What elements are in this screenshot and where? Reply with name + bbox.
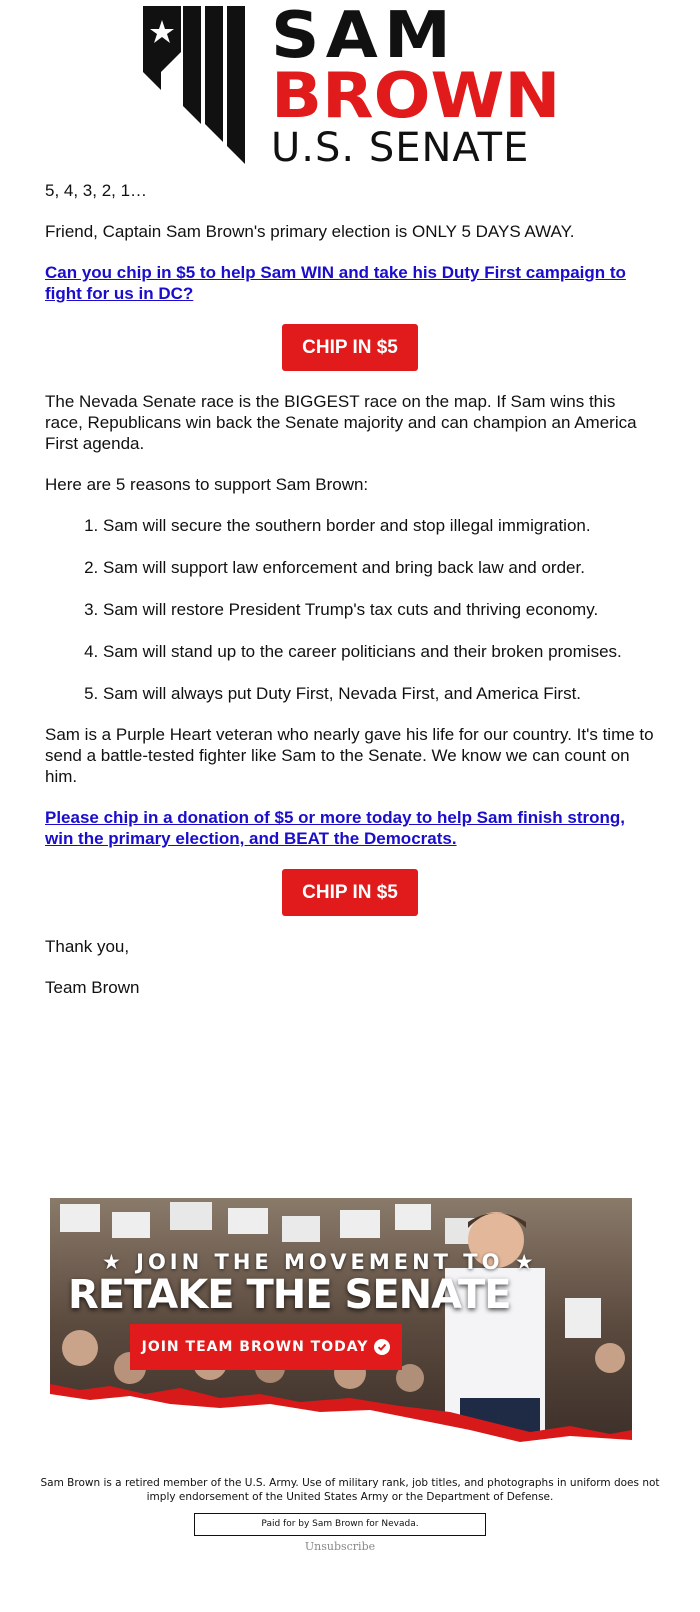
join-team-banner[interactable] [50, 1198, 632, 1450]
banner-headline: RETAKE THE SENATE [68, 1272, 511, 1318]
donate-link-primary[interactable]: Can you chip in $5 to help Sam WIN and take his Duty First campaign to fight for us in DC? [45, 263, 626, 303]
unsubscribe-link[interactable]: Unsubscribe [304, 1540, 376, 1553]
logo-brown-text: BROWN [271, 59, 561, 132]
join-team-button[interactable] [130, 1324, 402, 1370]
veteran-paragraph: Sam is a Purple Heart veteran who nearly gave his life for our country. It's time to send a battle-tested fighter like Sam to the Senate. We know we can count on him. [45, 725, 654, 786]
flag-bars-logo-icon [143, 6, 253, 164]
signoff-team: Team Brown [45, 978, 140, 997]
intro-text: Friend, Captain Sam Brown's primary election is ONLY 5 DAYS AWAY. [45, 222, 575, 241]
logo-sam-text: SAM [271, 0, 458, 73]
reasons-list [45, 515, 655, 704]
paid-for-by-box: Paid for by Sam Brown for Nevada. [194, 1513, 486, 1536]
list-item: 1. Sam will secure the southern border and stop illegal immigration. [103, 515, 655, 536]
banner-kicker: ★ JOIN THE MOVEMENT TO ★ [102, 1250, 538, 1274]
check-circle-icon [374, 1339, 390, 1355]
donate-link-secondary[interactable]: Please chip in a donation of $5 or more today to help Sam finish strong, win the primary election, and BEAT the Democrats. [45, 808, 625, 848]
chip-in-button-1[interactable]: CHIP IN $5 [282, 324, 418, 371]
logo-senate-text: U.S. SENATE [271, 125, 530, 171]
countdown-text: 5, 4, 3, 2, 1… [45, 181, 148, 200]
list-item: 4. Sam will stand up to the career politicians and their broken promises. [103, 641, 655, 662]
email-body [45, 180, 655, 1018]
reasons-intro: Here are 5 reasons to support Sam Brown: [45, 475, 369, 494]
signoff-thanks: Thank you, [45, 937, 130, 956]
list-item: 2. Sam will support law enforcement and bring back law and order. [103, 557, 655, 578]
campaign-logo [143, 0, 561, 171]
list-item: 3. Sam will restore President Trump's tax cuts and thriving economy. [103, 599, 655, 620]
chip-in-button-2[interactable]: CHIP IN $5 [282, 869, 418, 916]
list-item: 5. Sam will always put Duty First, Nevada First, and America First. [103, 683, 655, 704]
join-team-button-label: JOIN TEAM BROWN TODAY [141, 1339, 369, 1355]
military-disclaimer: Sam Brown is a retired member of the U.S. Army. Use of military rank, job titles, and photographs in uniform does not imply endorsement of the United States Army or the Department of Defense. [40, 1477, 660, 1503]
senate-race-paragraph: The Nevada Senate race is the BIGGEST race on the map. If Sam wins this race, Republicans win back the Senate majority and can champion an America First agenda. [45, 392, 637, 453]
